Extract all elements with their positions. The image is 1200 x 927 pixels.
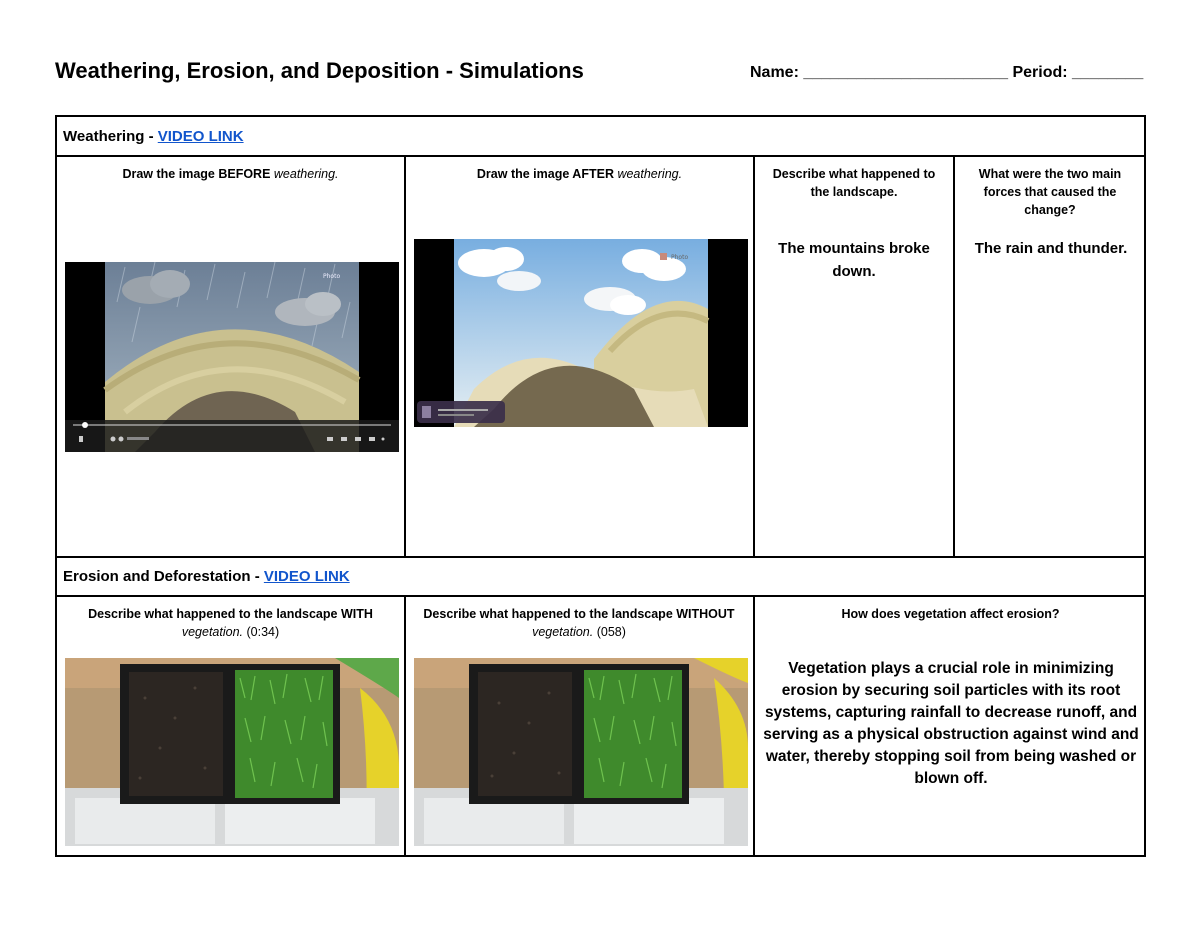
prompt-text: Describe what happened to the landscape WITHOUT <box>423 607 735 621</box>
describe-landscape-prompt: Describe what happened to the landscape. <box>772 167 936 199</box>
after-weathering-video-image[interactable] <box>414 239 748 427</box>
after-weathering-prompt <box>406 165 753 183</box>
erosion-section-heading <box>57 557 1144 595</box>
video-frame-clear-scene <box>414 239 748 427</box>
divider <box>404 155 406 556</box>
prompt-italic: vegetation. <box>532 625 594 639</box>
worksheet-title: Weathering, Erosion, and Deposition - Simulations <box>55 58 584 83</box>
video-badge-text: Photo <box>323 273 341 280</box>
vegetation-erosion-answer: Vegetation plays a crucial role in minimizing erosion by securing soil particles with its root systems, capturing rainfall to decrease runoff, and serving as a physical obstruction against wind and water, thereby stopping soil from being washed or blown off. <box>763 660 1139 787</box>
prompt-italic: vegetation. <box>181 625 244 639</box>
video-frame-rain-scene <box>65 262 399 452</box>
prompt-text: Draw the image BEFORE <box>122 167 274 181</box>
divider <box>404 595 406 857</box>
with-vegetation-photo[interactable] <box>65 658 399 846</box>
before-weathering-video-image[interactable] <box>65 262 399 452</box>
without-vegetation-photo[interactable] <box>414 658 748 846</box>
divider <box>57 595 1144 597</box>
divider <box>753 595 755 857</box>
video-badge-text: Photo <box>671 254 689 261</box>
main-forces-answer: The rain and thunder. <box>974 240 1128 257</box>
name-period-fields[interactable]: Name: _______________________ Period: ________ <box>750 64 1144 81</box>
divider <box>953 155 955 556</box>
prompt-italic: weathering. <box>273 167 339 181</box>
divider <box>57 155 1144 157</box>
prompt-text: Draw the image AFTER <box>476 167 618 181</box>
video-timestamp: (058) <box>593 625 626 639</box>
divider <box>753 155 755 556</box>
prompt-text: Describe what happened to the landscape WITH <box>88 607 373 621</box>
without-vegetation-prompt <box>409 605 749 641</box>
with-vegetation-prompt <box>63 605 398 641</box>
erosion-heading-text: Erosion and Deforestation - <box>63 568 264 585</box>
weathering-video-link[interactable]: VIDEO LINK <box>157 128 244 145</box>
video-timestamp: (0:34) <box>243 625 280 639</box>
before-weathering-prompt <box>57 165 404 183</box>
weathering-section-heading <box>57 117 1144 155</box>
soil-trays-photo <box>414 658 748 846</box>
soil-trays-photo <box>65 658 399 846</box>
erosion-video-link[interactable]: VIDEO LINK <box>263 568 350 585</box>
describe-landscape-answer: The mountains broke down. <box>778 240 930 280</box>
vegetation-erosion-prompt: How does vegetation affect erosion? <box>841 607 1060 621</box>
main-forces-prompt: What were the two main forces that caused the change? <box>978 167 1122 217</box>
weathering-heading-text: Weathering - <box>63 128 158 145</box>
worksheet-table <box>55 115 1146 857</box>
prompt-italic: weathering. <box>617 167 683 181</box>
